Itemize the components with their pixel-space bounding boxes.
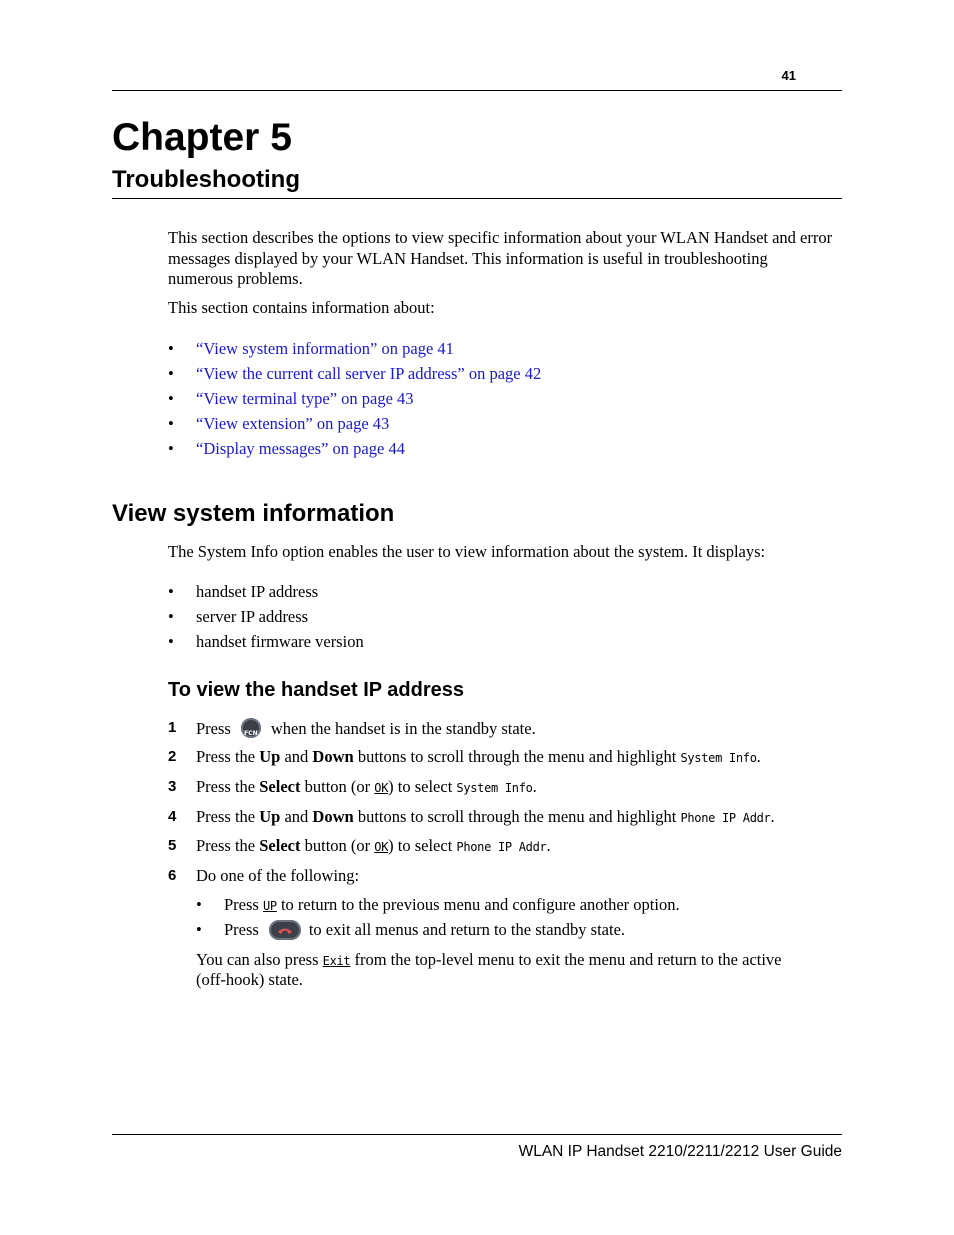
list-item: • “Display messages” on page 44 (168, 439, 405, 458)
section-description: The System Info option enables the user to view information about the system. It displays: (168, 542, 766, 561)
section-heading: View system information (112, 500, 395, 527)
system-info-list (168, 582, 364, 657)
menu-item-code: Phone IP Addr (456, 840, 547, 854)
link-display-messages[interactable]: “Display messages” on page 44 (196, 439, 405, 458)
softkey-up: UP (262, 899, 277, 913)
link-view-system-information[interactable]: “View system information” on page 41 (196, 339, 454, 358)
softkey-ok: OK (374, 840, 389, 854)
footer-text: WLAN IP Handset 2210/2211/2212 User Guide (518, 1143, 842, 1160)
list-item: • handset firmware version (168, 632, 364, 651)
link-view-terminal-type[interactable]: “View terminal type” on page 43 (196, 389, 414, 408)
chapter-title: Chapter 5 (112, 116, 292, 159)
list-item: • handset IP address (168, 582, 319, 601)
menu-item-code: Phone IP Addr (680, 811, 771, 825)
chapter-rule (112, 198, 842, 199)
page-number: 41 (781, 68, 796, 83)
footer-rule (112, 1134, 842, 1135)
end-call-key-icon (269, 920, 301, 940)
chapter-subtitle: Troubleshooting (112, 166, 300, 193)
list-item: • server IP address (168, 607, 309, 626)
softkey-exit: Exit (322, 954, 351, 968)
list-item: • “View extension” on page 43 (168, 414, 390, 433)
link-view-extension[interactable]: “View extension” on page 43 (196, 414, 390, 433)
menu-item-code: System Info (680, 751, 757, 765)
intro-contains: This section contains information about: (168, 298, 435, 317)
header-rule (112, 90, 842, 91)
procedure-heading: To view the handset IP address (168, 679, 465, 701)
note-line-2: (off-hook) state. (196, 970, 303, 989)
intro-paragraph: This section describes the options to view specific information about your WLAN Handset and error messages displayed by your WLAN Handset. This information is useful in troubleshooting numerous problems. (168, 228, 833, 288)
list-item: • “View system information” on page 41 (168, 339, 454, 358)
note-line-1: You can also press Exit from the top-level menu to exit the menu and return to the active (196, 950, 782, 969)
list-item: • “View terminal type” on page 43 (168, 389, 414, 408)
topic-link-list (168, 339, 541, 464)
link-view-call-server-ip[interactable]: “View the current call server IP address” on page 42 (196, 364, 542, 383)
softkey-ok: OK (374, 781, 389, 795)
list-item: • “View the current call server IP address” on page 42 (168, 364, 542, 383)
menu-item-code: System Info (456, 781, 533, 795)
fcn-key-icon: FCN (241, 718, 261, 738)
